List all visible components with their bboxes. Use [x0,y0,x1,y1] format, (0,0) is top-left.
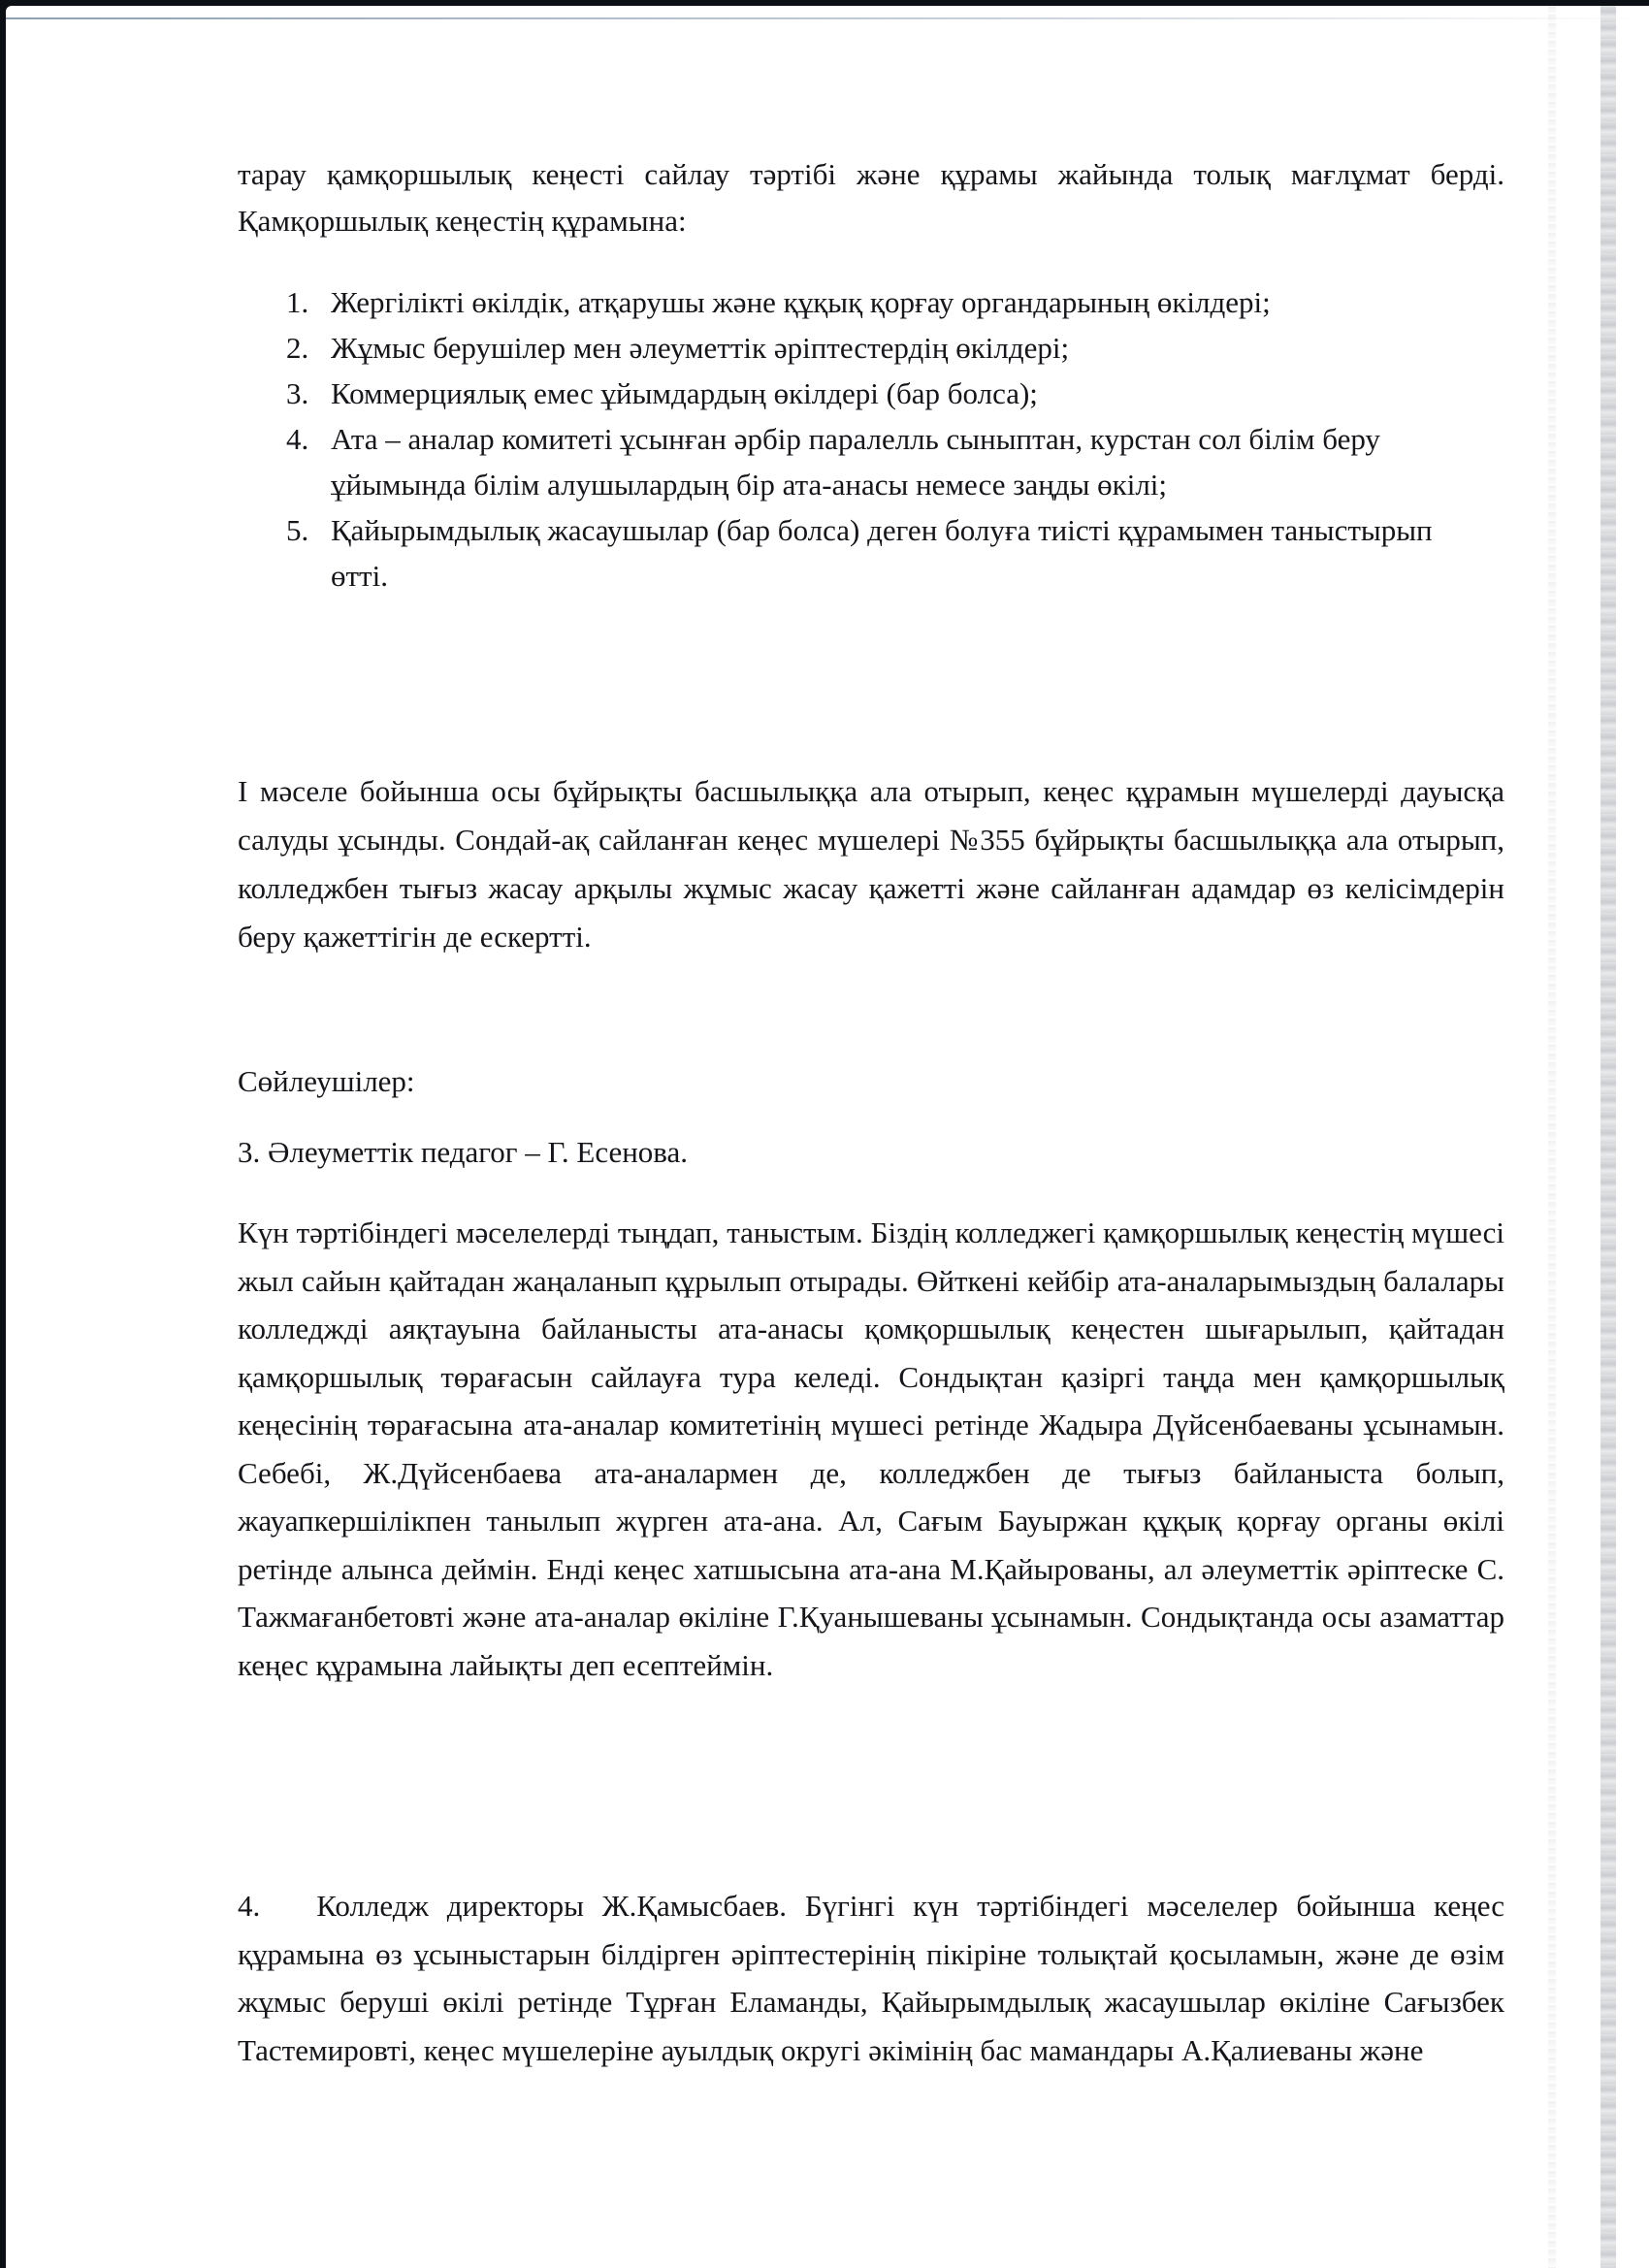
intro-paragraph: тарау қамқоршылық кеңесті сайлау тәртібі және құрамы жайында толық мағлұмат берді. Қамқоршылық кеңестің құрамына: [238,157,1504,238]
speaker-3-text: Күн тәртібіндегі мәселелерді тыңдап, таныстым. Біздің колледжегі қамқоршылық кеңестің мүшесі жыл сайын қайтадан жаңаланып құрылып отырады. Өйткені кейбір ата-аналарымыздың балалары колледжді аяқтауына байланысты ата-анасы қомқоршылық кеңестен шығарылып, қайтадан қамқоршылық төрағасын сайлауға тура келеді. Сондықтан қазіргі таңда мен қамқоршылық кеңесінің төрағасына ата-аналар комитетінің мүшесі ретінде Жадыра Дүйсенбаеваны ұсынамын. Себебі, Ж.Дүйсенбаева ата-аналармен де, колледжбен де тығыз байланыста болып, жауапкершілікпен танылып жүрген ата-ана. Ал, Сағым Бауыржан құқық қорғау органы өкілі ретінде алынса деймін. Енді кеңес хатшысына ата-ана М.Қайырованы, ал әлеуметтік әріптеске С. Тажмағанбетовті және ата-аналар өкіліне Г.Қуанышеваны ұсынамын. Сондықтанда осы азаматтар кеңес құрамына лайықты деп есептеймін. [238,1215,1504,1682]
list-item-text: Ата – аналар комитеті ұсынған әрбір паралелль сыныптан, курстан сол білім беру ұйымында білім алушылардың бір ата-анасы немесе заңды өкілі; [331,422,1380,502]
list-item-number: 2. [286,331,309,365]
list-item-number: 3. [286,376,309,410]
list-item-text: Жұмыс берушілер мен әлеуметтік әріптестердің өкілдері; [331,331,1070,365]
scan-streak-faint [1548,6,1556,2268]
list-item-text: Қайырымдылық жасаушылар (бар болса) деген болуға тиісті құрамымен таныстырып өтті. [331,513,1433,593]
issue-paragraph: І мәселе бойынша осы бұйрықты басшылыққа ала отырып, кеңес құрамын мүшелерді дауысқа салуды ұсынды. Сондай-ақ сайланған кеңес мүшелері №355 бұйрықты басшылыққа ала отырып, колледжбен тығыз жасау арқылы жұмыс жасау қажетті және сайланған адамдар өз келісімдерін беру қажеттігін де ескертті. [238,774,1504,954]
scan-streak [1600,6,1616,2268]
list-item-number: 1. [286,285,309,319]
list-item [286,325,1489,371]
speaker-3-heading: 3. Әлеуметтік педагог – Г. Есенова. [238,1135,689,1169]
list-item-text: Коммерциялық емес ұйымдардың өкілдері (бар болса); [331,376,1038,410]
composition-list [286,279,1489,599]
scanned-page [6,6,1649,2268]
speaker-4-number: 4. [238,1889,261,1923]
speaker-4-text: Колледж директоры Ж.Қамысбаев. Бүгінгі күн тәртібіндегі мәселелер бойынша кеңес құрамына өз ұсыныстарын білдірген әріптестерінің пікіріне толықтай қосыламын, және де өзім жұмыс беруші өкілі ретінде Тұрған Еламанды, Қайырымдылық жасаушылар өкіліне Сағызбек Тастемировті, кеңес мүшелеріне ауылдық округі әкімінің бас мамандары А.Қалиеваны және [238,1889,1504,2067]
list-item-text: Жергілікті өкілдік, атқарушы және құқық қорғау органдарының өкілдері; [331,285,1271,319]
list-item [286,371,1489,416]
speaker-4-paragraph [238,1882,1504,2074]
list-item-number: 4. [286,422,309,456]
scan-edge-line [6,17,1649,19]
list-item [286,416,1489,507]
list-item-number: 5. [286,513,309,547]
list-item [286,279,1489,325]
list-item [286,507,1489,599]
speakers-heading: Сөйлеушілер: [238,1064,415,1098]
